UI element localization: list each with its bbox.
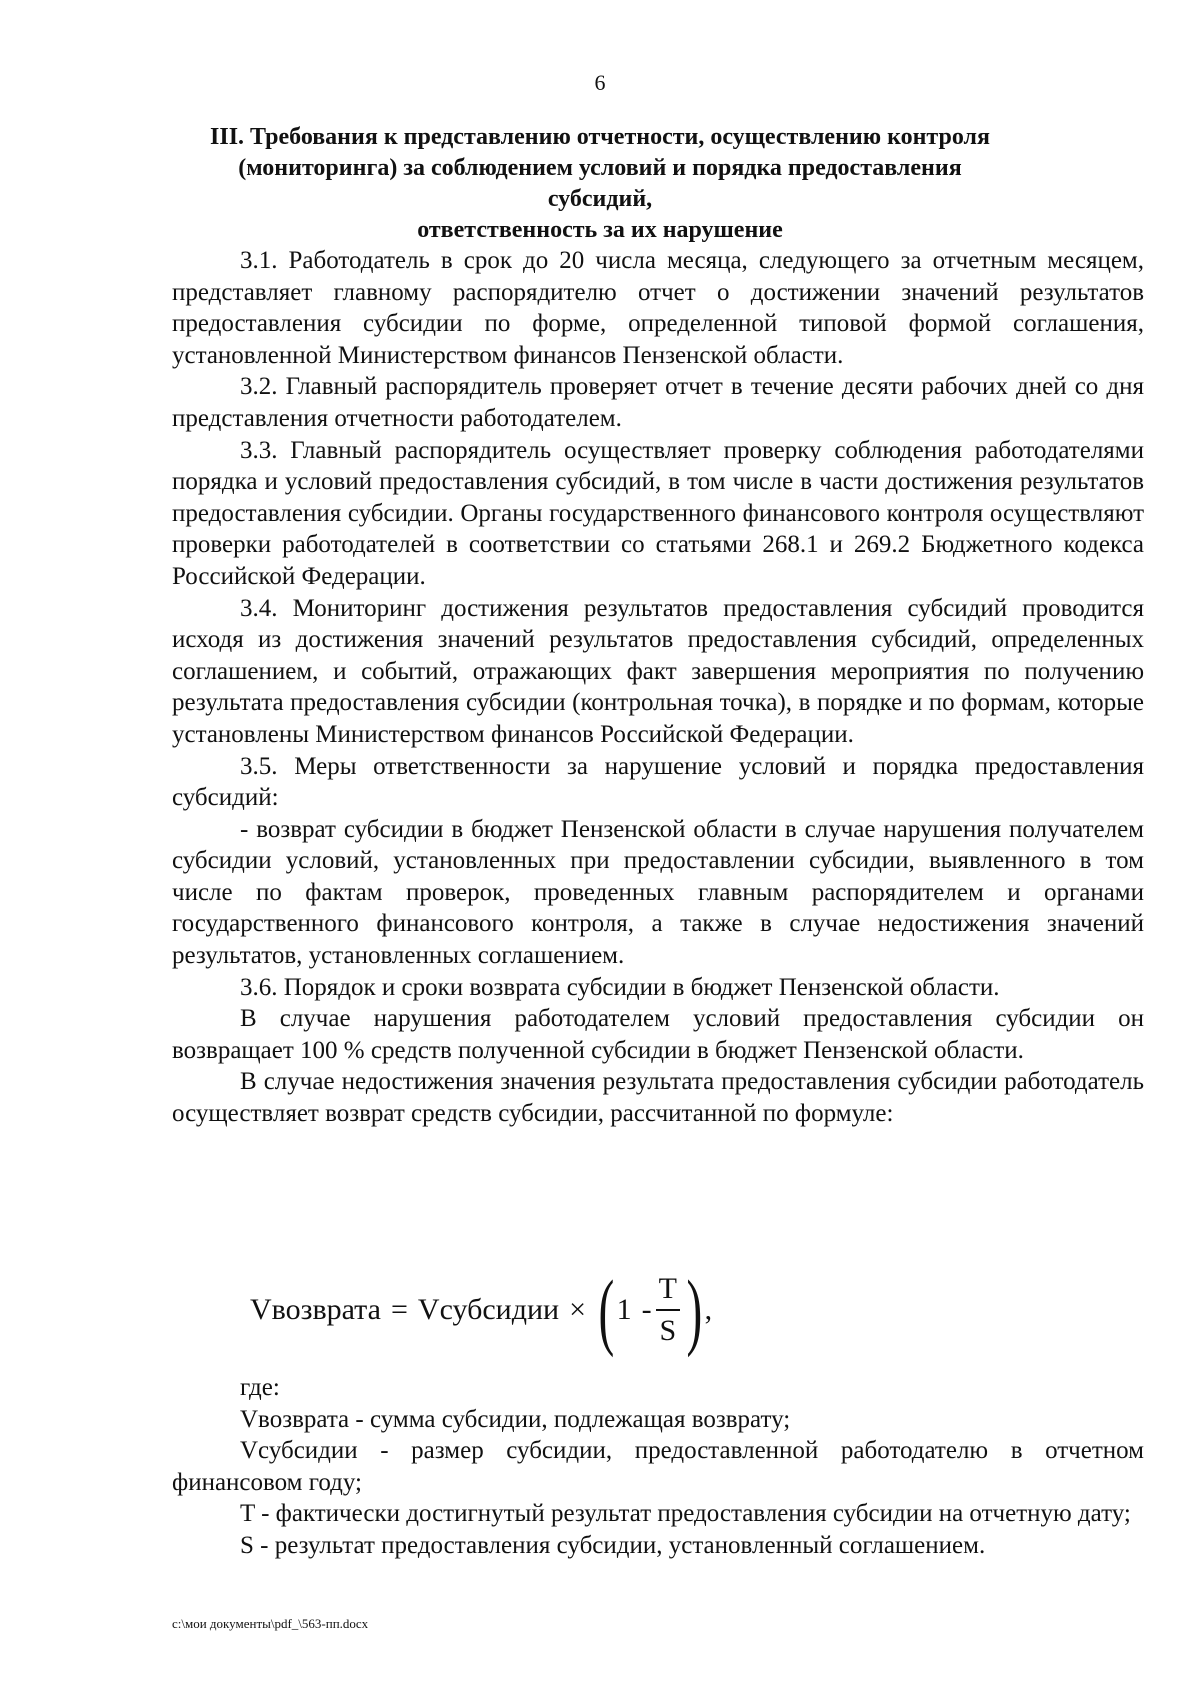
formula-trail: , <box>704 1293 713 1326</box>
paragraph-3-2: 3.2. Главный распорядитель проверяет отчет в течение десяти рабочих дней со дня представления отчетности работодателем. <box>172 373 1144 432</box>
page-number: 6 <box>594 70 606 95</box>
paragraph-3-4: 3.4. Мониторинг достижения результатов предоставления субсидий проводится исходя из достижения значений результатов предоставления субсидий, определенных соглашением, и событий, отражающих факт завершения мероприятия по получению результата предоставления субсидии (контрольная точка), в порядке и по формам, которые установлены Министерством финансов Российской Федерации. <box>172 594 1144 748</box>
definition-s: S - результат предоставления субсидии, установленный соглашением. <box>240 1531 986 1559</box>
paragraph-3-6-violation: В случае нарушения работодателем условий предоставления субсидии он возвращает 100 % средств полученной субсидии в бюджет Пензенской области. <box>172 1005 1144 1064</box>
paragraph-3-6-formula-intro: В случае недостижения значения результата предоставления субсидии работодатель осуществляет возврат средств субсидии, рассчитанной по формуле: <box>172 1068 1144 1128</box>
paragraph-3-5-item: - возврат субсидии в бюджет Пензенской области в случае нарушения получателем субсидии условий, установленных при предоставлении субсидии, выявленного в том числе по фактам проверок, проведенных главным распорядителем и органами государственного финансового контроля, а также в случае недостижения значений результатов, установленных соглашением. <box>172 815 1144 970</box>
formula-times: × <box>569 1293 587 1326</box>
section-title-line: III. Требования к представлению отчетности, осуществлению контроля <box>210 124 990 150</box>
formula-denominator: S <box>659 1314 677 1347</box>
section-title-line: ответственность за их нарушение <box>417 217 783 243</box>
definition-v-subsidy: Vсубсидии - размер субсидии, предоставленной работодателю в отчетном финансовом году; <box>172 1437 1144 1496</box>
file-path-footer: c:\мои документы\pdf_\563-пп.docx <box>172 1616 369 1631</box>
formula-minus: - <box>641 1293 652 1326</box>
section-title-line: (мониторинга) за соблюдением условий и порядка предоставления субсидий, <box>238 155 962 212</box>
formula-equals: = <box>390 1293 408 1326</box>
formula-open-paren: ( <box>598 1262 615 1358</box>
formula-numerator: T <box>656 1271 680 1311</box>
formula-definitions <box>172 1372 1144 1562</box>
body-text <box>172 245 1144 1130</box>
section-title <box>200 122 1000 246</box>
formula-close-paren: ) <box>686 1262 703 1358</box>
definition-where: где: <box>240 1374 280 1401</box>
formula-one: 1 <box>616 1293 632 1326</box>
formula-rhs-var: Vсубсидии <box>417 1293 560 1326</box>
paragraph-3-3: 3.3. Главный распорядитель осуществляет проверку соблюдения работодателями порядка и условий предоставления субсидий, в том числе в части достижения результатов предоставления субсидии. Органы государственного финансового контроля осуществляют проверки работодателей в соответствии со статьями 268.1 и 269.2 Бюджетного кодекса Российской Федерации. <box>172 436 1144 590</box>
paragraph-3-5: 3.5. Меры ответственности за нарушение условий и порядка предоставления субсидий: <box>172 752 1144 812</box>
paragraph-3-6: 3.6. Порядок и сроки возврата субсидии в бюджет Пензенской области. <box>240 973 1000 1001</box>
definition-v-refund: Vвозврата - сумма субсидии, подлежащая возврату; <box>240 1405 791 1433</box>
formula-fraction <box>656 1271 680 1349</box>
formula-lhs: Vвозврата <box>250 1293 381 1326</box>
refund-formula <box>250 1260 712 1360</box>
definition-t: T - фактически достигнутый результат предоставления субсидии на отчетную дату; <box>240 1500 1131 1528</box>
paragraph-3-1: 3.1. Работодатель в срок до 20 числа месяца, следующего за отчетным месяцем, представляет главному распорядителю отчет о достижении значений результатов предоставления субсидии по форме, определенной типовой формой соглашения, установленной Министерством финансов Пензенской области. <box>172 247 1144 369</box>
